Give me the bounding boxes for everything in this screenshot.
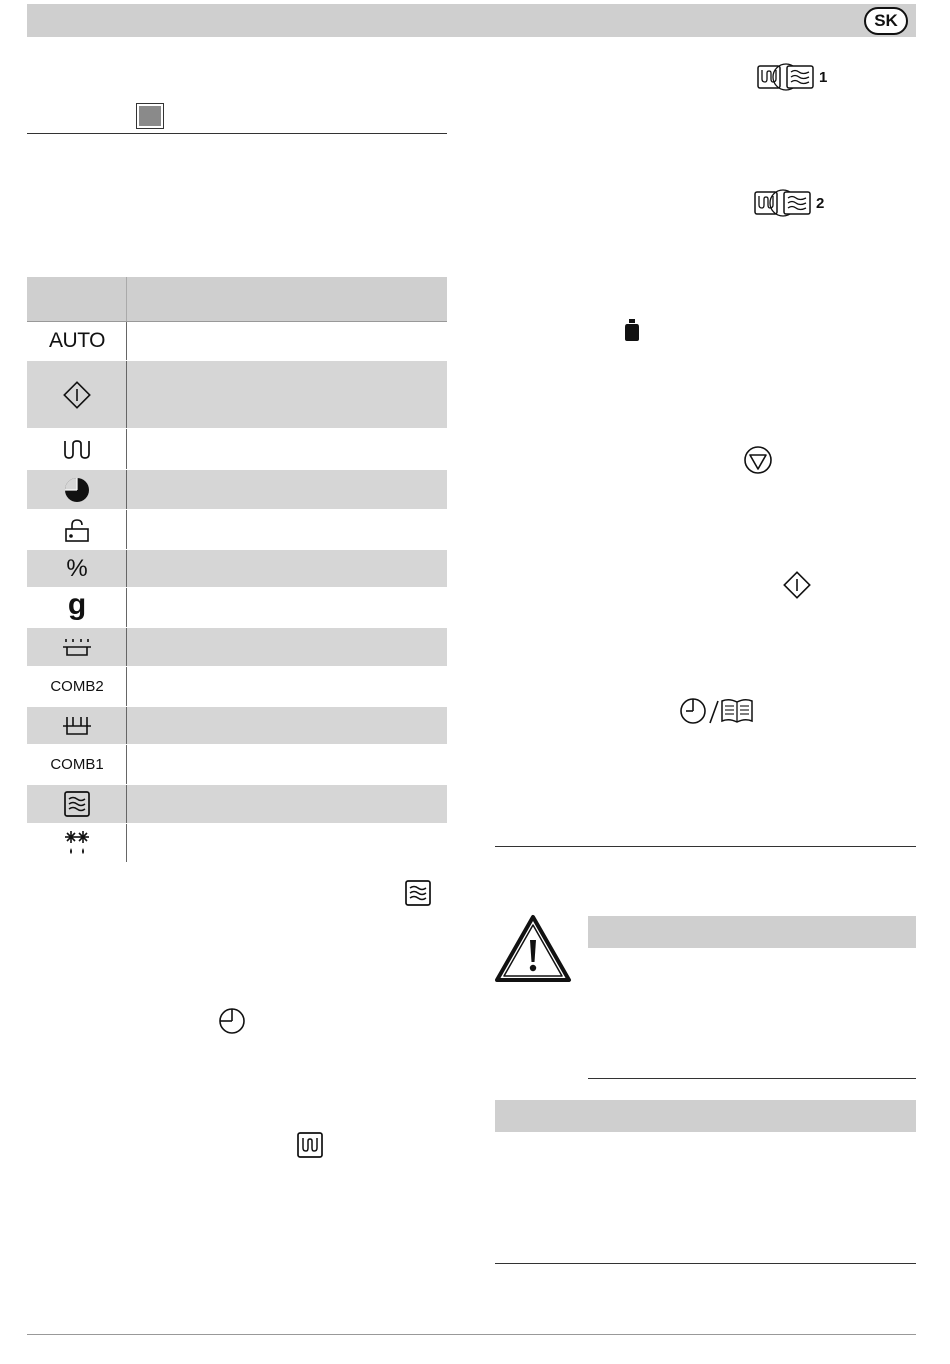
slash-icon	[708, 696, 720, 726]
stop-icon	[743, 445, 773, 475]
grill-microwave-combi-icon	[757, 62, 817, 92]
footer-rule	[27, 1334, 916, 1335]
combi-dotted-icon	[62, 635, 92, 659]
grill-microwave-combi-icon	[754, 188, 814, 218]
start-diamond-icon	[62, 380, 92, 410]
table-row	[27, 667, 447, 707]
warning-triangle-icon	[494, 914, 572, 984]
table-row	[27, 707, 447, 745]
clock-icon	[678, 696, 708, 726]
microwave-waves-icon	[63, 790, 91, 818]
combi2-symbol	[754, 188, 824, 218]
combi2-number: 2	[816, 194, 825, 212]
section-divider	[27, 133, 447, 134]
warning-header-bar	[588, 916, 916, 948]
language-badge: SK	[864, 7, 908, 35]
table-row	[27, 824, 447, 863]
combi1-symbol	[757, 62, 827, 92]
table-header	[27, 277, 447, 322]
percent-icon: %	[66, 554, 88, 582]
combi-icon	[62, 714, 92, 738]
weight-g-icon: g	[67, 587, 87, 621]
comb2-label: COMB2	[50, 678, 104, 695]
table-row	[27, 550, 447, 588]
table-row	[27, 588, 447, 628]
grill-icon	[62, 437, 92, 461]
child-lock-icon	[62, 516, 92, 544]
recipe-book-icon	[720, 696, 754, 726]
table-row	[27, 745, 447, 785]
section-header-bar	[495, 1100, 916, 1132]
combi1-number: 1	[819, 68, 828, 86]
table-row	[27, 470, 447, 510]
section-divider	[588, 1078, 916, 1079]
table-row	[27, 628, 447, 667]
section-divider	[495, 1263, 916, 1264]
table-row	[27, 429, 447, 470]
timer-outline-icon	[217, 1006, 247, 1036]
table-row	[27, 785, 447, 824]
auto-label: AUTO	[49, 329, 105, 352]
defrost-icon	[63, 829, 91, 857]
table-row	[27, 322, 447, 361]
comb1-label: COMB1	[50, 756, 104, 773]
table-row	[27, 510, 447, 550]
clock-book-symbol	[678, 696, 754, 726]
start-diamond-icon	[782, 570, 812, 600]
timer-pie-icon	[63, 476, 91, 504]
symbol-table	[27, 277, 447, 863]
microwave-waves-icon	[404, 879, 432, 907]
grill-box-icon	[296, 1131, 324, 1159]
section-divider	[495, 846, 916, 847]
table-row	[27, 361, 447, 429]
page-header-bar	[27, 4, 916, 37]
grey-swatch	[136, 103, 164, 129]
weight-icon	[624, 318, 640, 342]
